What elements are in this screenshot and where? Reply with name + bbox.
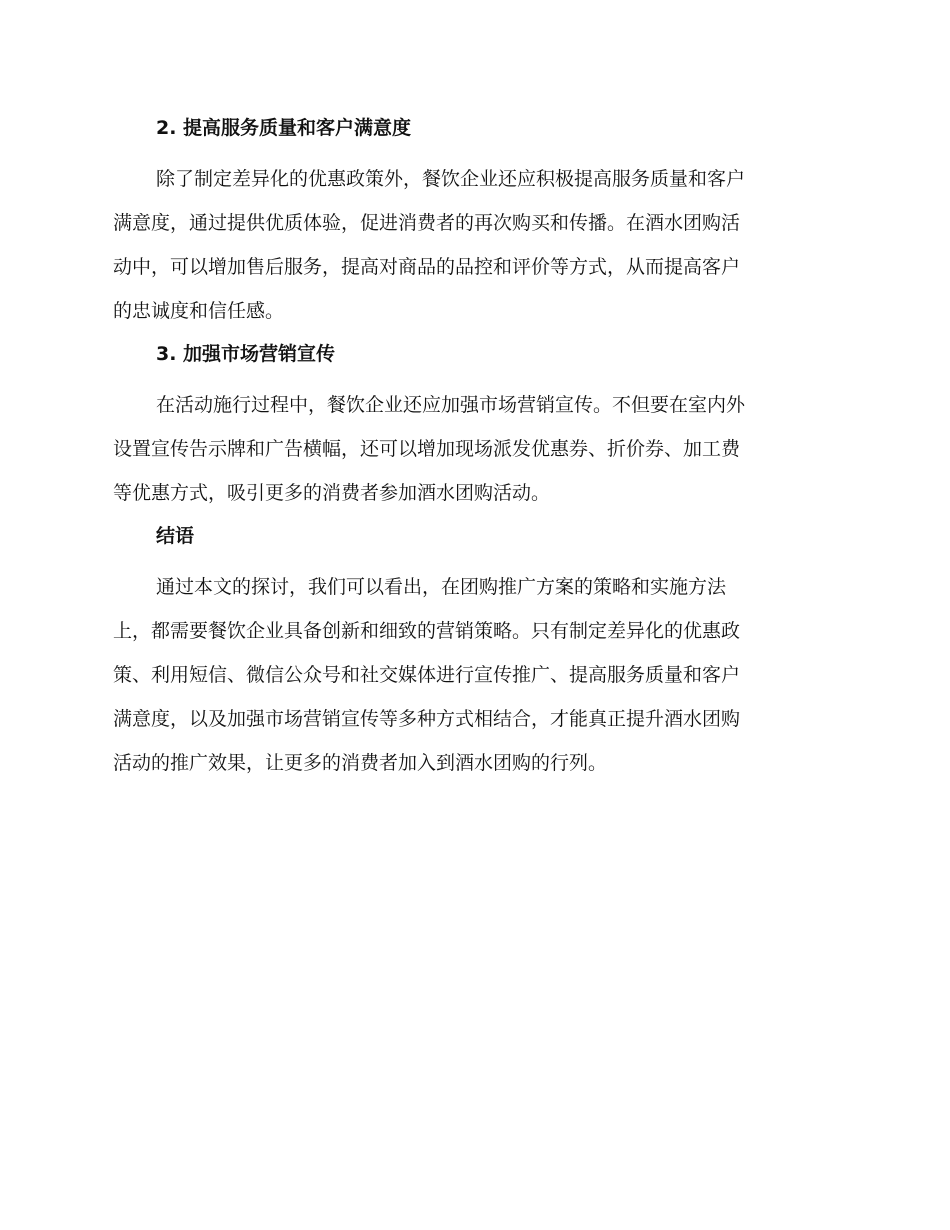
paragraph-line: 设置宣传告示牌和广告横幅，还可以增加现场派发优惠券、折价券、加工费 (113, 438, 741, 460)
paragraph-line: 策、利用短信、微信公众号和社交媒体进行宣传推广、提高服务质量和客户 (113, 664, 741, 686)
paragraph (113, 157, 833, 333)
section-heading: 3. 加强市场营销宣传 (156, 343, 336, 365)
paragraph (113, 565, 833, 785)
paragraph-line: 的忠诚度和信任感。 (113, 300, 285, 322)
section-heading: 2. 提高服务质量和客户满意度 (156, 117, 412, 139)
paragraph-line: 上，都需要餐饮企业具备创新和细致的营销策略。只有制定差异化的优惠政 (113, 620, 741, 642)
paragraph-line: 满意度，通过提供优质体验，促进消费者的再次购买和传播。在酒水团购活 (113, 212, 741, 234)
section-service-quality (113, 113, 833, 333)
paragraph-line: 等优惠方式，吸引更多的消费者参加酒水团购活动。 (113, 482, 551, 504)
paragraph (113, 383, 833, 515)
paragraph-line: 动中，可以增加售后服务，提高对商品的品控和评价等方式，从而提高客户 (113, 256, 741, 278)
paragraph-line: 满意度，以及加强市场营销宣传等多种方式相结合，才能真正提升酒水团购 (113, 708, 741, 730)
paragraph-line: 在活动施行过程中，餐饮企业还应加强市场营销宣传。不但要在室内外 (156, 394, 746, 416)
paragraph-line: 通过本文的探讨，我们可以看出，在团购推广方案的策略和实施方法 (156, 576, 727, 598)
section-heading: 结语 (156, 525, 195, 547)
document-body (113, 113, 833, 791)
section-marketing (113, 339, 833, 515)
paragraph-line: 活动的推广效果，让更多的消费者加入到酒水团购的行列。 (113, 752, 608, 774)
section-conclusion (113, 521, 833, 785)
paragraph-line: 除了制定差异化的优惠政策外，餐饮企业还应积极提高服务质量和客户 (156, 168, 746, 190)
